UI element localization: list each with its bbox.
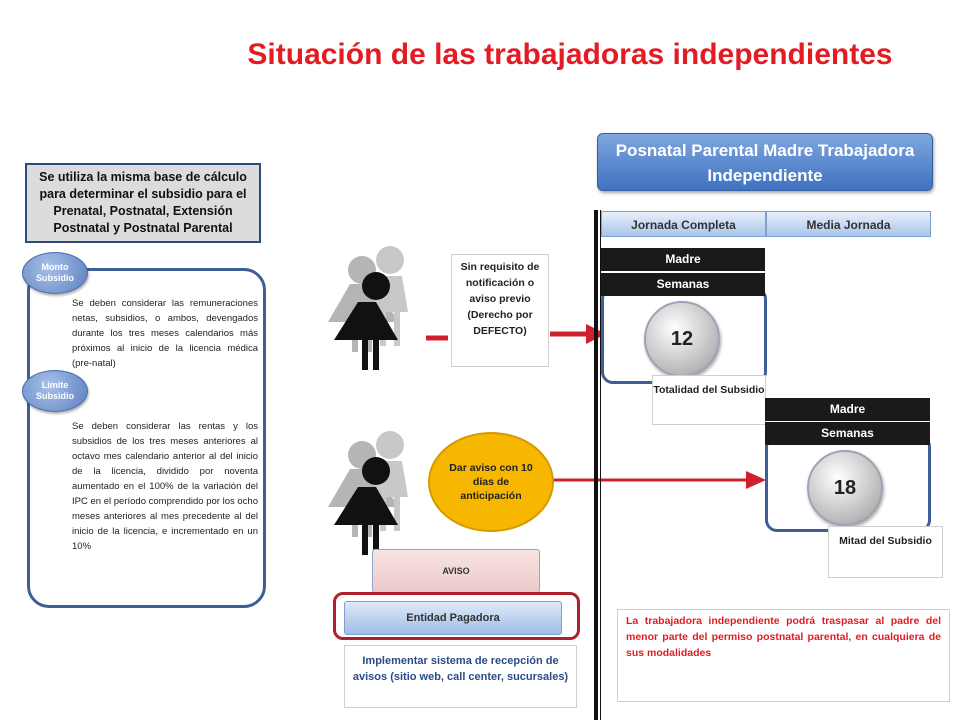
totalidad-subsidio-note: Totalidad del Subsidio <box>652 375 766 425</box>
limite-subsidio-badge: Límite Subsidio <box>22 370 88 412</box>
tab-jornada-completa: Jornada Completa <box>601 211 766 237</box>
aviso-box: AVISO <box>372 549 540 593</box>
women-group-icon-bottom <box>310 425 420 560</box>
arrow-to-media-jornada <box>550 468 770 492</box>
mitad-subsidio-note: Mitad del Subsidio <box>828 526 943 578</box>
media-semanas-bar: Semanas <box>765 422 930 445</box>
monto-subsidio-text: Se deben considerar las remuneraciones netas, subsidios, o ambos, devengados durante los tres meses calendarios más próximos al inicio de la licencia médica (pre-natal) <box>72 298 258 369</box>
completa-madre-bar: Madre <box>601 248 765 271</box>
sin-requisito-note: Sin requisito de notificación o aviso previo (Derecho por DEFECTO) <box>451 254 549 367</box>
completa-weeks-count: 12 <box>644 301 720 377</box>
traspaso-padre-note: La trabajadora independiente podrá traspasar al padre del menor parte del permiso postnatal parental, en cualquiera de sus modalidades <box>617 609 950 702</box>
tab-media-jornada: Media Jornada <box>766 211 931 237</box>
women-group-icon-top <box>310 240 420 375</box>
page-title: Situación de las trabajadoras independientes <box>247 38 893 71</box>
entidad-pagadora-box: Entidad Pagadora <box>344 601 562 635</box>
monto-subsidio-badge: Monto Subsidio <box>22 252 88 294</box>
posnatal-parental-header: Posnatal Parental Madre Trabajadora Independiente <box>597 133 933 191</box>
media-weeks-count: 18 <box>807 450 883 526</box>
media-madre-bar: Madre <box>765 398 930 421</box>
dar-aviso-bubble: Dar aviso con 10 días de anticipación <box>428 432 554 532</box>
implementar-note: Implementar sistema de recepción de avisos (sitio web, call center, sucursales) <box>344 645 577 708</box>
limite-subsidio-text: Se deben considerar las rentas y los subsidios de los tres meses anteriores al octavo mes calendario anterior al del inicio de la licencia, dividido por noventa aumentado en el 100% de la variación del IPC en el período comprendido por los ocho meses anteriores al mes precedente al del inicio de la licencia, e incrementado en un 10% <box>72 421 258 552</box>
base-calculation-box: Se utiliza la misma base de cálculo para determinar el subsidio para el Prenatal, Postnatal, Extensión Postnatal y Postnatal Parental <box>25 163 261 243</box>
divider-bar-left <box>594 210 598 720</box>
completa-semanas-bar: Semanas <box>601 273 765 296</box>
